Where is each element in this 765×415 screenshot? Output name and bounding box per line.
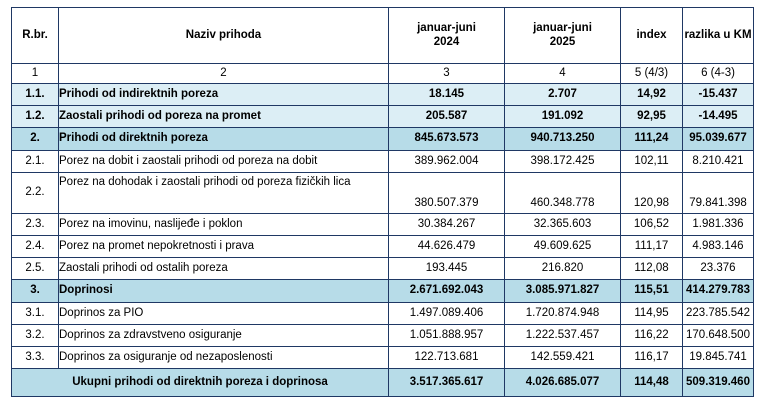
cell-col-2025: 216.820 — [505, 258, 621, 280]
cell-index: 111,24 — [621, 128, 683, 151]
cell-name: Doprinos za osiguranje od nezaposlenosti — [59, 347, 389, 369]
cell-col-2025: 3.085.971.827 — [505, 280, 621, 303]
cell-col-2025: 398.172.425 — [505, 151, 621, 173]
cell-name: Prihodi od direktnih poreza — [59, 128, 389, 151]
total-col-2025: 4.026.685.077 — [505, 369, 621, 397]
cell-col-2024: 122.713.681 — [389, 347, 505, 369]
cell-col-2024: 380.507.379 — [389, 173, 505, 214]
table-row — [12, 106, 754, 128]
cell-col-2025: 1.720.874.948 — [505, 303, 621, 325]
table-header — [12, 8, 754, 64]
cell-diff: 23.376 — [683, 258, 754, 280]
table-row — [12, 214, 754, 236]
cell-diff: 95.039.677 — [683, 128, 754, 151]
header-col-2024-year: 2024 — [433, 35, 460, 48]
cell-name: Prihodi od indirektnih poreza — [59, 84, 389, 106]
cell-index: 111,17 — [621, 236, 683, 258]
cell-rbr: 1.1. — [12, 84, 59, 106]
cell-rbr: 2.3. — [12, 214, 59, 236]
cell-name: Doprinos za zdravstveno osiguranje — [59, 325, 389, 347]
cell-index: 116,22 — [621, 325, 683, 347]
cell-rbr: 1.2. — [12, 106, 59, 128]
header-name: Naziv prihoda — [59, 8, 389, 64]
cell-name: Doprinosi — [59, 280, 389, 303]
cell-index: 112,08 — [621, 258, 683, 280]
total-diff: 509.319.460 — [683, 369, 754, 397]
cell-col-2025: 940.713.250 — [505, 128, 621, 151]
numbering-diff: 6 (4-3) — [683, 64, 754, 84]
cell-name: Porez na imovinu, naslijeđe i poklon — [59, 214, 389, 236]
revenue-table-container — [11, 7, 753, 397]
header-col-2024 — [389, 8, 505, 64]
numbering-col-2024: 3 — [389, 64, 505, 84]
cell-name: Porez na dohodak i zaostali prihodi od poreza fizičkih lica — [59, 173, 389, 214]
cell-col-2025: 2.707 — [505, 84, 621, 106]
cell-col-2024: 44.626.479 — [389, 236, 505, 258]
cell-diff: 1.981.336 — [683, 214, 754, 236]
cell-col-2024: 2.671.692.043 — [389, 280, 505, 303]
header-col-2025-period: januar-juni — [533, 22, 592, 35]
header-index: index — [621, 8, 683, 64]
cell-col-2024: 1.497.089.406 — [389, 303, 505, 325]
cell-index: 114,95 — [621, 303, 683, 325]
cell-index: 92,95 — [621, 106, 683, 128]
cell-col-2025: 460.348.778 — [505, 173, 621, 214]
cell-index: 115,51 — [621, 280, 683, 303]
header-row — [12, 8, 754, 64]
table-row — [12, 151, 754, 173]
cell-rbr: 2.5. — [12, 258, 59, 280]
cell-rbr: 3.1. — [12, 303, 59, 325]
cell-col-2024: 18.145 — [389, 84, 505, 106]
cell-col-2025: 32.365.603 — [505, 214, 621, 236]
total-index: 114,48 — [621, 369, 683, 397]
header-rbr: R.br. — [12, 8, 59, 64]
total-label: Ukupni prihodi od direktnih poreza i doprinosa — [12, 369, 389, 397]
cell-diff: 414.279.783 — [683, 280, 754, 303]
header-col-2025 — [505, 8, 621, 64]
cell-col-2024: 1.051.888.957 — [389, 325, 505, 347]
cell-rbr: 2.1. — [12, 151, 59, 173]
cell-name: Doprinos za PIO — [59, 303, 389, 325]
table-row — [12, 347, 754, 369]
cell-diff: 8.210.421 — [683, 151, 754, 173]
cell-rbr: 3.3. — [12, 347, 59, 369]
cell-index: 14,92 — [621, 84, 683, 106]
header-diff: razlika u KM — [683, 8, 754, 64]
cell-col-2024: 845.673.573 — [389, 128, 505, 151]
table-footer — [12, 369, 754, 397]
cell-col-2025: 49.609.625 — [505, 236, 621, 258]
cell-rbr: 2.2. — [12, 173, 59, 214]
cell-index: 116,17 — [621, 347, 683, 369]
table-row — [12, 128, 754, 151]
cell-name: Zaostali prihodi od ostalih poreza — [59, 258, 389, 280]
cell-col-2024: 30.384.267 — [389, 214, 505, 236]
table-row — [12, 303, 754, 325]
cell-name: Porez na dobit i zaostali prihodi od poreza na dobit — [59, 151, 389, 173]
column-numbering-row — [12, 64, 754, 84]
table-row — [12, 236, 754, 258]
header-col-2024-period: januar-juni — [417, 22, 476, 35]
cell-col-2025: 1.222.537.457 — [505, 325, 621, 347]
numbering-col-2025: 4 — [505, 64, 621, 84]
cell-index: 106,52 — [621, 214, 683, 236]
cell-name: Porez na promet nepokretnosti i prava — [59, 236, 389, 258]
cell-diff: 79.841.398 — [683, 173, 754, 214]
cell-rbr: 3.2. — [12, 325, 59, 347]
table-row — [12, 84, 754, 106]
cell-diff: 19.845.741 — [683, 347, 754, 369]
cell-col-2025: 142.559.421 — [505, 347, 621, 369]
cell-col-2024: 193.445 — [389, 258, 505, 280]
header-col-2025-year: 2025 — [549, 35, 576, 48]
cell-col-2025: 191.092 — [505, 106, 621, 128]
table-row — [12, 325, 754, 347]
cell-index: 102,11 — [621, 151, 683, 173]
cell-rbr: 2.4. — [12, 236, 59, 258]
cell-index: 120,98 — [621, 173, 683, 214]
cell-rbr: 3. — [12, 280, 59, 303]
numbering-index: 5 (4/3) — [621, 64, 683, 84]
table-row — [12, 258, 754, 280]
table-body — [12, 64, 754, 369]
numbering-rbr: 1 — [12, 64, 59, 84]
cell-diff: -14.495 — [683, 106, 754, 128]
cell-name: Zaostali prihodi od poreza na promet — [59, 106, 389, 128]
cell-diff: 170.648.500 — [683, 325, 754, 347]
total-row — [12, 369, 754, 397]
cell-diff: 223.785.542 — [683, 303, 754, 325]
cell-diff: -15.437 — [683, 84, 754, 106]
table-row — [12, 173, 754, 214]
cell-diff: 4.983.146 — [683, 236, 754, 258]
total-col-2024: 3.517.365.617 — [389, 369, 505, 397]
table-row — [12, 280, 754, 303]
numbering-name: 2 — [59, 64, 389, 84]
cell-rbr: 2. — [12, 128, 59, 151]
cell-col-2024: 389.962.004 — [389, 151, 505, 173]
cell-col-2024: 205.587 — [389, 106, 505, 128]
revenue-table — [11, 7, 754, 397]
